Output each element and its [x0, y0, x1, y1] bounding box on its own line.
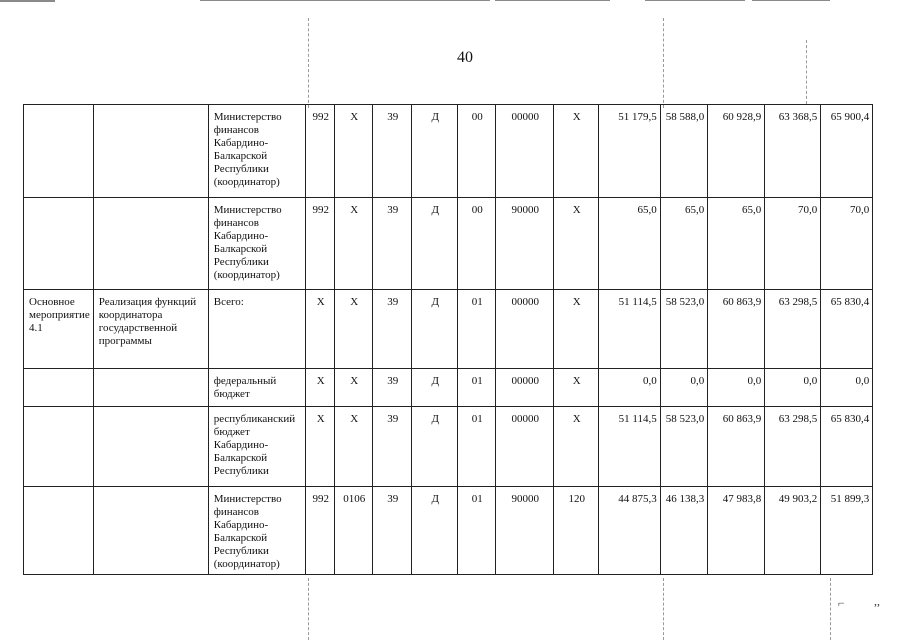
cell-csr-1: 39: [372, 105, 411, 198]
cell-csr-3: 00: [457, 105, 495, 198]
scan-artifact-top-3: [645, 0, 745, 1]
cell-csr-3: 01: [457, 369, 495, 407]
cell-value-5: 65 830,4: [821, 290, 873, 369]
cell-executor: федеральный бюджет: [208, 369, 305, 407]
cell-event-name: [24, 407, 94, 487]
cell-value-4: 63 298,5: [765, 407, 821, 487]
cell-csr-2: Д: [411, 105, 457, 198]
cell-value-2: 58 523,0: [660, 407, 708, 487]
scan-fold-line: [308, 18, 309, 108]
cell-rzpr: Х: [334, 407, 372, 487]
cell-value-1: 51 114,5: [598, 407, 660, 487]
cell-value-5: 51 899,3: [821, 487, 873, 575]
cell-rzpr: 0106: [334, 487, 372, 575]
table-row: [24, 407, 873, 487]
cell-event-description: [93, 198, 208, 290]
cell-value-2: 46 138,3: [660, 487, 708, 575]
budget-table: [23, 104, 873, 575]
cell-value-4: 63 298,5: [765, 290, 821, 369]
cell-rzpr: Х: [334, 198, 372, 290]
cell-value-3: 60 928,9: [708, 105, 765, 198]
scan-artifact-top-left: [0, 0, 55, 2]
cell-csr-4: 90000: [495, 487, 553, 575]
table-row: [24, 487, 873, 575]
cell-csr-3: 00: [457, 198, 495, 290]
cell-csr-1: 39: [372, 369, 411, 407]
cell-value-5: 70,0: [821, 198, 873, 290]
cell-event-name: [24, 198, 94, 290]
cell-csr-4: 00000: [495, 105, 553, 198]
table-row: [24, 198, 873, 290]
corner-mark: ⌐: [838, 596, 845, 610]
cell-value-1: 65,0: [598, 198, 660, 290]
cell-event-name: [24, 105, 94, 198]
cell-executor: Министерство финансов Кабардино-Балкарской Республики (координатор): [208, 487, 305, 575]
cell-grbs: 992: [305, 105, 334, 198]
cell-grbs: Х: [305, 290, 334, 369]
scan-artifact-top-4: [752, 0, 830, 1]
scan-fold-line: [663, 18, 664, 108]
scan-fold-line: [308, 578, 309, 640]
cell-value-5: 0,0: [821, 369, 873, 407]
scan-artifact-top-2: [495, 0, 610, 1]
scan-fold-line: [806, 40, 807, 104]
cell-vr: 120: [553, 487, 598, 575]
cell-csr-4: 00000: [495, 369, 553, 407]
cell-executor: республиканский бюджет Кабардино-Балкарской Республики: [208, 407, 305, 487]
cell-rzpr: Х: [334, 105, 372, 198]
cell-event-name: [24, 369, 94, 407]
cell-value-4: 70,0: [765, 198, 821, 290]
cell-executor: Всего:: [208, 290, 305, 369]
cell-vr: Х: [553, 198, 598, 290]
cell-value-2: 58 523,0: [660, 290, 708, 369]
cell-vr: Х: [553, 290, 598, 369]
cell-csr-3: 01: [457, 487, 495, 575]
cell-csr-1: 39: [372, 198, 411, 290]
cell-value-2: 58 588,0: [660, 105, 708, 198]
cell-executor: Министерство финансов Кабардино-Балкарской Республики (координатор): [208, 105, 305, 198]
cell-value-1: 51 179,5: [598, 105, 660, 198]
cell-event-description: [93, 407, 208, 487]
cell-csr-4: 00000: [495, 407, 553, 487]
cell-value-3: 47 983,8: [708, 487, 765, 575]
cell-csr-3: 01: [457, 290, 495, 369]
cell-csr-2: Д: [411, 369, 457, 407]
cell-csr-2: Д: [411, 487, 457, 575]
cell-event-name: [24, 487, 94, 575]
cell-value-1: 44 875,3: [598, 487, 660, 575]
cell-value-2: 0,0: [660, 369, 708, 407]
cell-value-1: 51 114,5: [598, 290, 660, 369]
cell-event-name: Основное мероприятие 4.1: [24, 290, 94, 369]
cell-grbs: Х: [305, 407, 334, 487]
cell-vr: Х: [553, 369, 598, 407]
scan-fold-line: [830, 578, 831, 640]
cell-csr-4: 90000: [495, 198, 553, 290]
cell-value-5: 65 830,4: [821, 407, 873, 487]
cell-rzpr: Х: [334, 369, 372, 407]
cell-csr-2: Д: [411, 407, 457, 487]
scan-fold-line: [663, 578, 664, 640]
cell-csr-1: 39: [372, 487, 411, 575]
table-row: [24, 369, 873, 407]
cell-value-4: 63 368,5: [765, 105, 821, 198]
cell-value-3: 60 863,9: [708, 407, 765, 487]
cell-vr: Х: [553, 105, 598, 198]
corner-mark: ,,: [874, 594, 880, 608]
cell-grbs: 992: [305, 198, 334, 290]
cell-csr-1: 39: [372, 290, 411, 369]
cell-value-3: 60 863,9: [708, 290, 765, 369]
cell-grbs: 992: [305, 487, 334, 575]
cell-value-3: 65,0: [708, 198, 765, 290]
cell-value-5: 65 900,4: [821, 105, 873, 198]
cell-vr: Х: [553, 407, 598, 487]
cell-value-4: 0,0: [765, 369, 821, 407]
cell-value-2: 65,0: [660, 198, 708, 290]
cell-rzpr: Х: [334, 290, 372, 369]
cell-event-description: [93, 105, 208, 198]
cell-event-description: [93, 487, 208, 575]
cell-event-description: Реализация функций координатора государственной программы: [93, 290, 208, 369]
cell-csr-3: 01: [457, 407, 495, 487]
cell-csr-2: Д: [411, 198, 457, 290]
cell-csr-2: Д: [411, 290, 457, 369]
scan-artifact-top-1: [200, 0, 490, 1]
page-number: 40: [457, 49, 473, 66]
cell-value-1: 0,0: [598, 369, 660, 407]
cell-csr-4: 00000: [495, 290, 553, 369]
table-row: [24, 105, 873, 198]
cell-executor: Министерство финансов Кабардино-Балкарской Республики (координатор): [208, 198, 305, 290]
table-row: [24, 290, 873, 369]
cell-grbs: Х: [305, 369, 334, 407]
cell-csr-1: 39: [372, 407, 411, 487]
cell-value-3: 0,0: [708, 369, 765, 407]
cell-event-description: [93, 369, 208, 407]
cell-value-4: 49 903,2: [765, 487, 821, 575]
